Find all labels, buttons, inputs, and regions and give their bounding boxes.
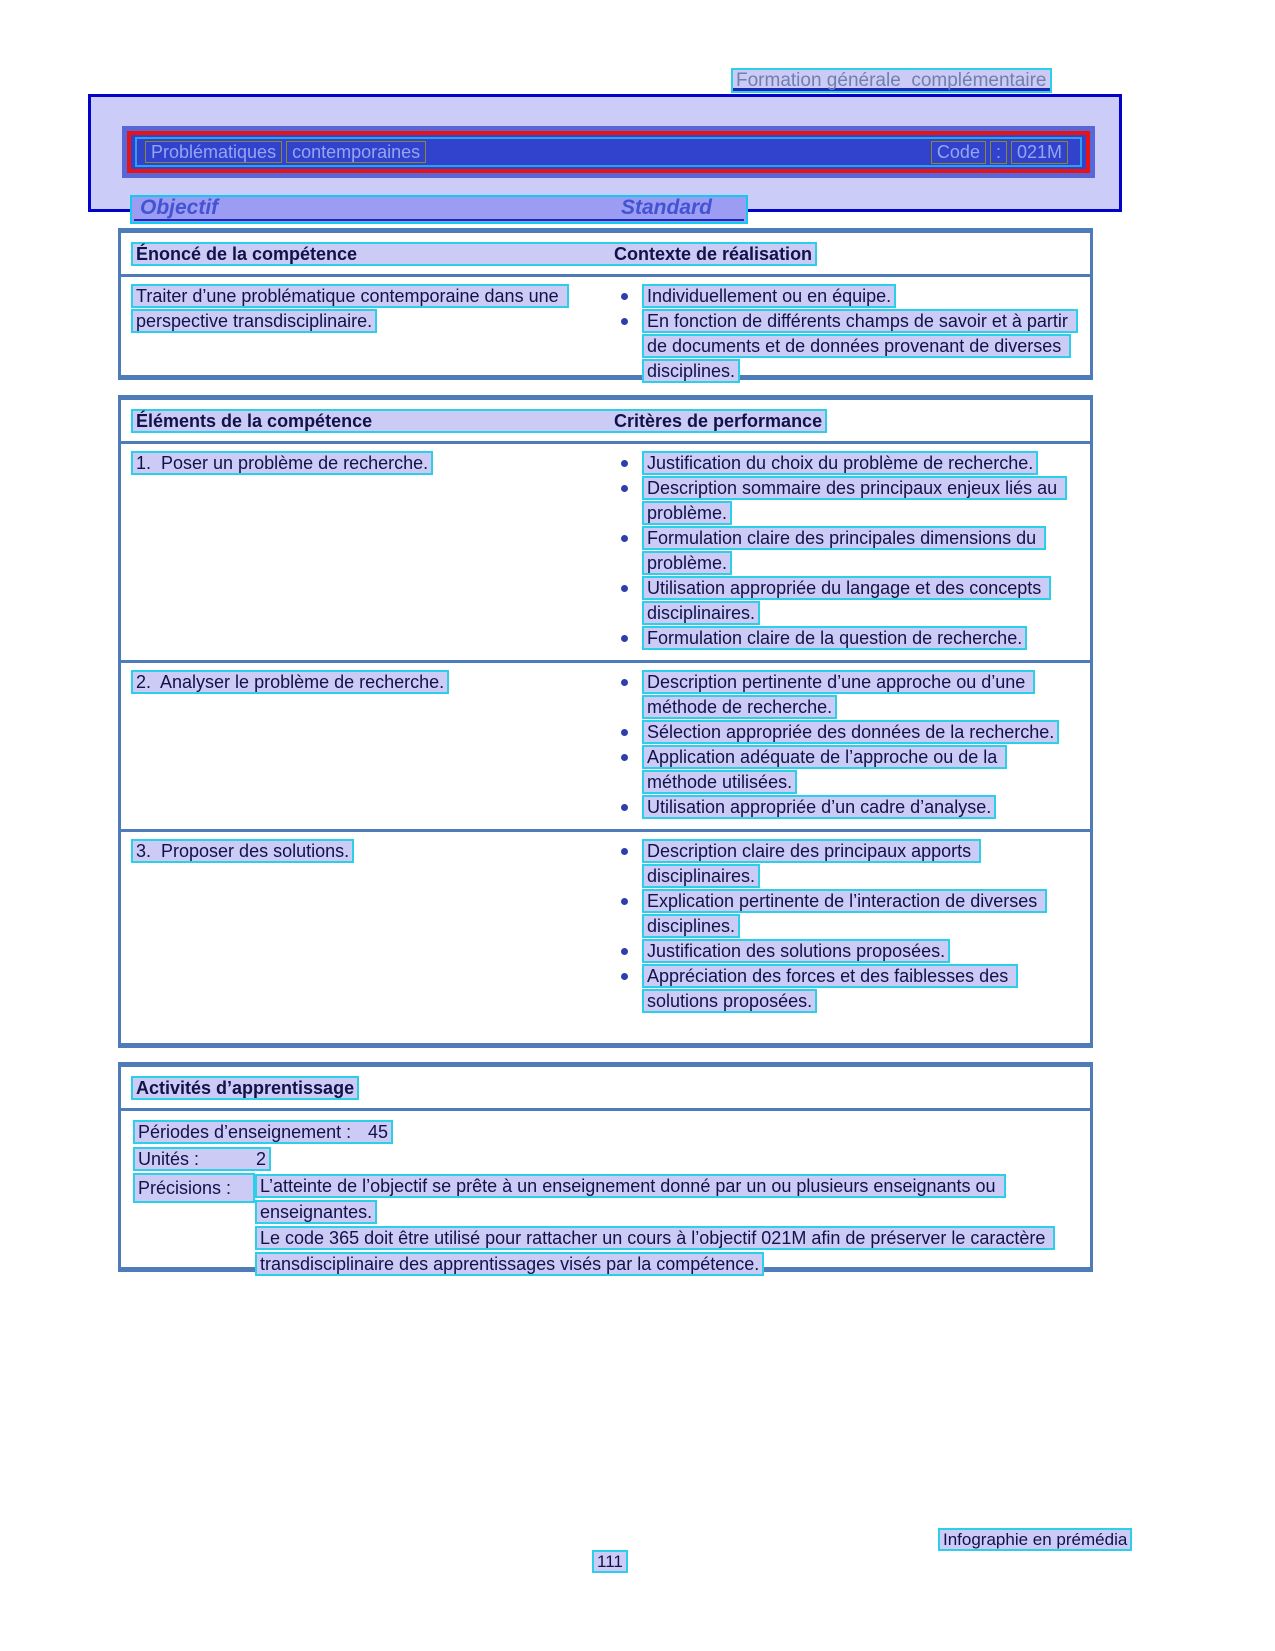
bullet-icon <box>621 898 628 905</box>
course-title-bar <box>127 131 1090 173</box>
contexte-bullet-1-text: Individuellement ou en équipe. <box>642 284 896 308</box>
bullet-text-wrap <box>642 795 1072 820</box>
running-header-label: Formation générale complémentaire <box>731 68 1052 93</box>
competence-row <box>121 277 1090 393</box>
unites-row <box>133 1146 1090 1172</box>
periodes-label: Périodes d’enseignement : <box>138 1122 352 1142</box>
periodes-value: 45 <box>368 1122 389 1142</box>
activites-body <box>121 1111 1090 1286</box>
bullet-icon <box>621 535 628 542</box>
critere-item <box>609 670 1072 720</box>
precisions-text: Le code 365 doit être utilisé pour rattacher un cours à l’objectif 021M afin de préserver le caractère transdisciplinaire des apprentissages visés par la compétence. <box>255 1226 1055 1276</box>
critere-item <box>609 576 1072 626</box>
bullet-icon <box>621 729 628 736</box>
competence-table <box>118 228 1093 380</box>
unites-box <box>133 1147 271 1171</box>
critere-text: Sélection appropriée des données de la recherche. <box>642 720 1059 744</box>
course-code <box>931 141 1072 164</box>
element-cell <box>131 839 609 1014</box>
bullet-text-wrap <box>642 720 1072 745</box>
hero-panel <box>88 94 1122 219</box>
precisions-row <box>133 1173 1090 1277</box>
bullet-text-wrap <box>642 670 1072 720</box>
element-3-text: 3. Proposer des solutions. <box>131 839 354 863</box>
activites-header: Activités d’apprentissage <box>131 1076 359 1100</box>
precisions-label: Précisions : <box>133 1173 255 1203</box>
critere-text: Formulation claire de la question de recherche. <box>642 626 1027 650</box>
critere-item <box>609 839 1072 889</box>
critere-text: Description pertinente d’une approche ou d’une méthode de recherche. <box>642 670 1035 719</box>
bullet-text-wrap <box>642 284 1072 309</box>
critere-item <box>609 526 1072 576</box>
bullet-icon <box>621 848 628 855</box>
contexte-bullet-2 <box>609 309 1072 384</box>
enonce-cell <box>131 284 609 384</box>
element-cell <box>131 451 609 651</box>
element-row-3 <box>121 829 1090 1023</box>
precisions-texts <box>255 1173 1090 1277</box>
bullet-text-wrap <box>642 526 1072 576</box>
bullet-icon <box>621 460 628 467</box>
elements-table <box>118 395 1093 1048</box>
objectif-label: Objectif <box>140 196 219 219</box>
critere-text: Utilisation appropriée du langage et des concepts disciplinaires. <box>642 576 1051 625</box>
element-row-2 <box>121 660 1090 829</box>
bullet-icon <box>621 948 628 955</box>
criteres-cell <box>609 839 1090 1014</box>
page-number <box>592 1552 628 1572</box>
critere-item <box>609 745 1072 795</box>
critere-text: Formulation claire des principales dimensions du problème. <box>642 526 1046 575</box>
critere-item <box>609 795 1072 820</box>
contexte-header: Contexte de réalisation <box>614 244 813 264</box>
element-1-text: 1. Poser un problème de recherche. <box>131 451 433 475</box>
precisions-text: L’atteinte de l’objectif se prête à un enseignement donné par un ou plusieurs enseignants ou enseignantes. <box>255 1174 1006 1224</box>
critere-item <box>609 720 1072 745</box>
bullet-icon <box>621 293 628 300</box>
critere-item <box>609 476 1072 526</box>
element-2-text: 2. Analyser le problème de recherche. <box>131 670 449 694</box>
elements-table-header <box>121 400 1090 444</box>
bullet-icon <box>621 485 628 492</box>
elements-header: Éléments de la compétence <box>136 411 373 431</box>
footer-program-note <box>938 1530 1132 1550</box>
critere-text: Justification des solutions proposées. <box>642 939 950 963</box>
code-colon: : <box>990 141 1007 164</box>
contexte-bullet-2-text: En fonction de différents champs de savoir et à partir de documents et de données provenant de diverses disciplines. <box>642 309 1078 383</box>
bullet-icon <box>621 973 628 980</box>
elements-header-box <box>131 409 827 433</box>
activites-table <box>118 1062 1093 1272</box>
criteres-cell <box>609 670 1090 820</box>
critere-text: Application adéquate de l’approche ou de la méthode utilisées. <box>642 745 1007 794</box>
running-header <box>731 70 1052 92</box>
critere-text: Description claire des principaux apports disciplinaires. <box>642 839 981 888</box>
critere-text: Utilisation appropriée d’un cadre d’analyse. <box>642 795 996 819</box>
footer-program-note-text: Infographie en prémédia <box>938 1528 1132 1551</box>
critere-item <box>609 889 1072 939</box>
critere-item <box>609 626 1072 651</box>
bullet-text-wrap <box>642 451 1072 476</box>
bullet-icon <box>621 318 628 325</box>
contexte-bullet-1 <box>609 284 1072 309</box>
bullet-icon <box>621 804 628 811</box>
criteres-header: Critères de performance <box>614 411 823 431</box>
bullet-text-wrap <box>642 964 1072 1014</box>
bullet-text-wrap <box>642 745 1072 795</box>
bullet-text-wrap <box>642 626 1072 651</box>
periodes-row <box>133 1119 1090 1145</box>
unites-value: 2 <box>256 1149 267 1169</box>
bullet-text-wrap <box>642 839 1072 889</box>
code-label: Code <box>931 141 986 164</box>
bullet-icon <box>621 754 628 761</box>
precisions-paragraph-2 <box>255 1225 1086 1277</box>
critere-item <box>609 939 1072 964</box>
critere-text: Appréciation des forces et des faiblesses des solutions proposées. <box>642 964 1018 1013</box>
course-title-word-2: contemporaines <box>286 141 426 163</box>
bullet-icon <box>621 679 628 686</box>
critere-item <box>609 451 1072 476</box>
bullet-text-wrap <box>642 889 1072 939</box>
code-value: 021M <box>1011 141 1068 164</box>
critere-text: Explication pertinente de l’interaction de diverses disciplines. <box>642 889 1047 938</box>
bullet-text-wrap <box>642 476 1072 526</box>
critere-text: Description sommaire des principaux enjeux liés au problème. <box>642 476 1067 525</box>
bullet-text-wrap <box>642 939 1072 964</box>
critere-text: Justification du choix du problème de recherche. <box>642 451 1038 475</box>
element-row-1 <box>121 444 1090 660</box>
course-title-word-1: Problématiques <box>145 141 282 163</box>
unites-label: Unités : <box>138 1149 200 1169</box>
critere-item <box>609 964 1072 1014</box>
standard-label: Standard <box>621 196 713 219</box>
course-title <box>145 142 430 163</box>
enonce-header: Énoncé de la compétence <box>136 244 358 264</box>
course-title-bar-inner <box>135 137 1082 167</box>
precisions-paragraph-1 <box>255 1173 1086 1225</box>
enonce-text: Traiter d’une problématique contemporaine dans une perspective transdisciplinaire. <box>131 284 569 333</box>
page-number-text: 111 <box>592 1550 628 1573</box>
contexte-cell <box>609 284 1090 384</box>
bullet-text-wrap <box>642 309 1072 384</box>
bullet-icon <box>621 585 628 592</box>
bullet-text-wrap <box>642 576 1072 626</box>
element-cell <box>131 670 609 820</box>
competence-table-header <box>121 233 1090 277</box>
competence-header-box <box>131 242 817 266</box>
activites-table-header <box>121 1067 1090 1111</box>
criteres-cell <box>609 451 1090 651</box>
periodes-box <box>133 1120 393 1144</box>
bullet-icon <box>621 635 628 642</box>
objectif-standard-band <box>130 195 748 224</box>
